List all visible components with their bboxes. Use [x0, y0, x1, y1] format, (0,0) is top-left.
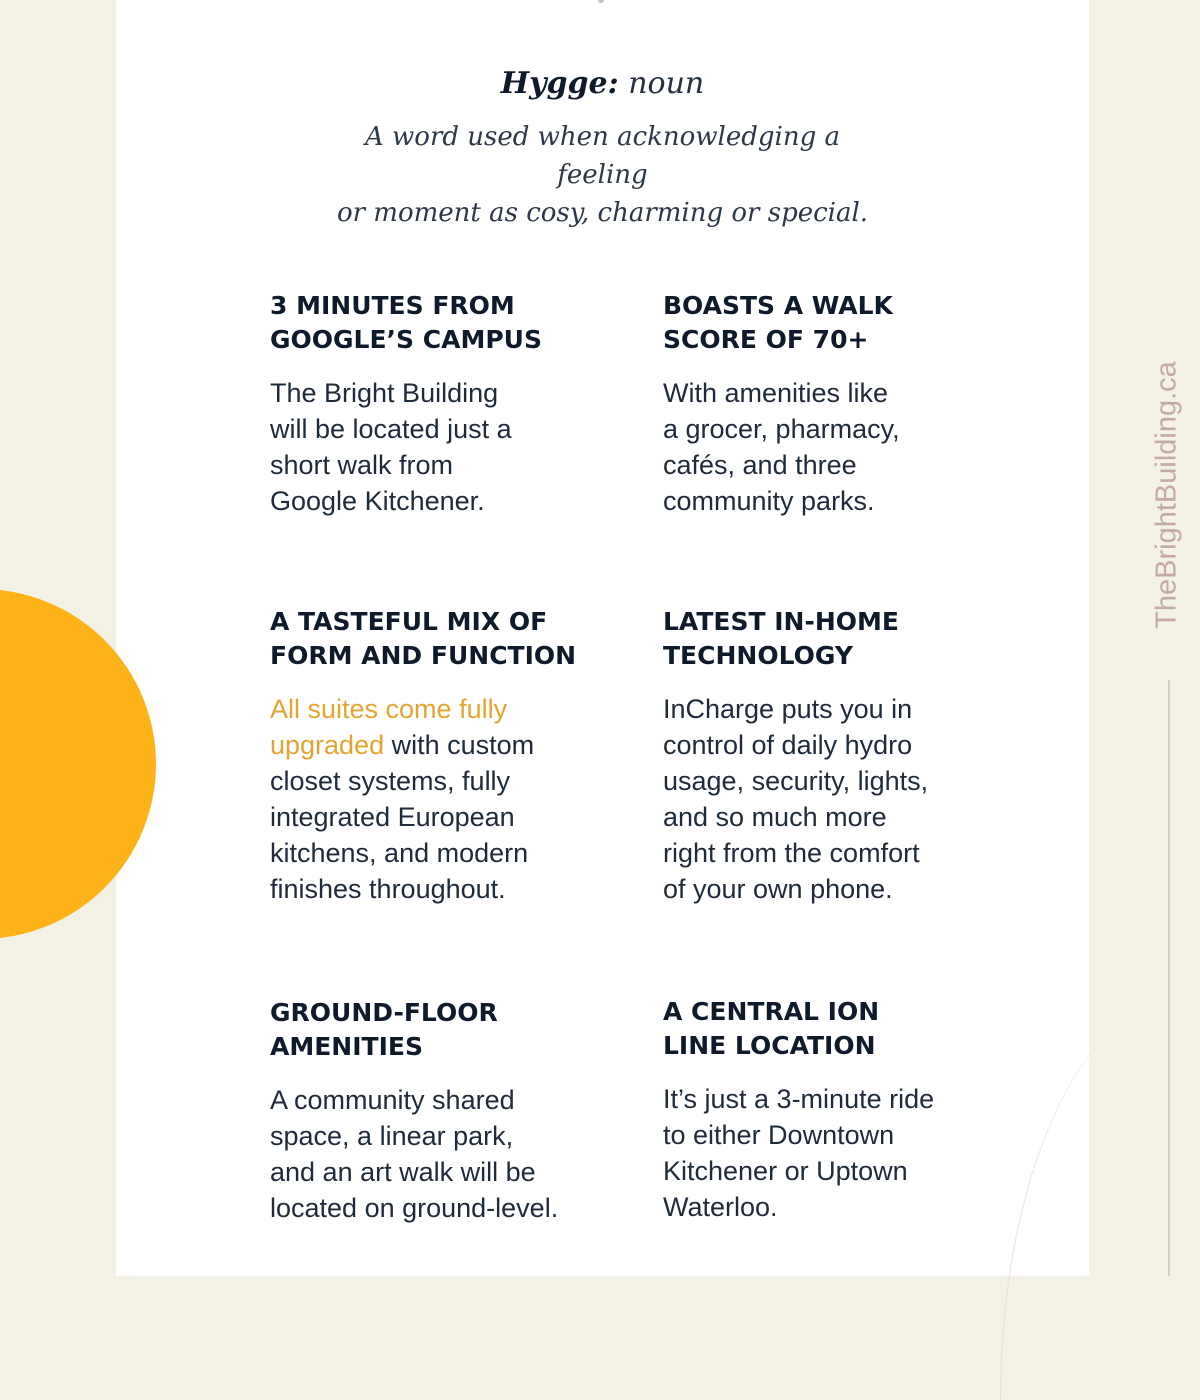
feature-title: BOASTS A WALK SCORE OF 70+	[663, 291, 893, 354]
feature-in-home-technology	[663, 605, 1023, 907]
feature-title: A CENTRAL ION LINE LOCATION	[663, 997, 880, 1060]
feature-body: InCharge puts you in control of daily hydro usage, security, lights, and so much more right from the comfort of your own phone.	[663, 694, 929, 904]
feature-google-campus	[270, 289, 630, 519]
definition-term: Hygge:	[500, 66, 619, 101]
feature-ground-floor-amenities	[270, 996, 630, 1226]
feature-form-and-function	[270, 605, 630, 907]
definition-part-of-speech: noun	[628, 66, 705, 101]
feature-title: 3 MINUTES FROM GOOGLE’S CAMPUS	[270, 291, 542, 354]
feature-body: A community shared space, a linear park, and an art walk will be located on ground-level.	[270, 1085, 559, 1223]
side-divider-line	[1168, 680, 1170, 1276]
feature-title: LATEST IN-HOME TECHNOLOGY	[663, 607, 899, 670]
hygge-definition	[116, 62, 1089, 232]
feature-body: With amenities like a grocer, pharmacy, cafés, and three community parks.	[663, 378, 900, 516]
definition-heading	[116, 62, 1089, 106]
feature-body-rest: with custom closet systems, fully integrated European kitchens, and modern finishes throughout.	[270, 730, 535, 904]
feature-title: A TASTEFUL MIX OF FORM AND FUNCTION	[270, 607, 577, 670]
definition-text	[323, 118, 883, 232]
feature-body: It’s just a 3-minute ride to either Downtown Kitchener or Uptown Waterloo.	[663, 1084, 935, 1222]
feature-body: The Bright Building will be located just a short walk from Google Kitchener.	[270, 378, 512, 516]
definition-line-2: or moment as cosy, charming or special.	[336, 198, 869, 228]
definition-line-1: A word used when acknowledging a feeling	[365, 122, 840, 190]
feature-body	[270, 691, 630, 907]
feature-title: GROUND-FLOOR AMENITIES	[270, 998, 498, 1061]
feature-ion-line-location	[663, 995, 1023, 1225]
website-label-text: TheBrightBuilding.ca	[1150, 361, 1183, 629]
website-label	[1147, 345, 1187, 645]
feature-walk-score	[663, 289, 1023, 519]
feature-body-highlight: All suites come fully upgraded	[270, 694, 508, 760]
